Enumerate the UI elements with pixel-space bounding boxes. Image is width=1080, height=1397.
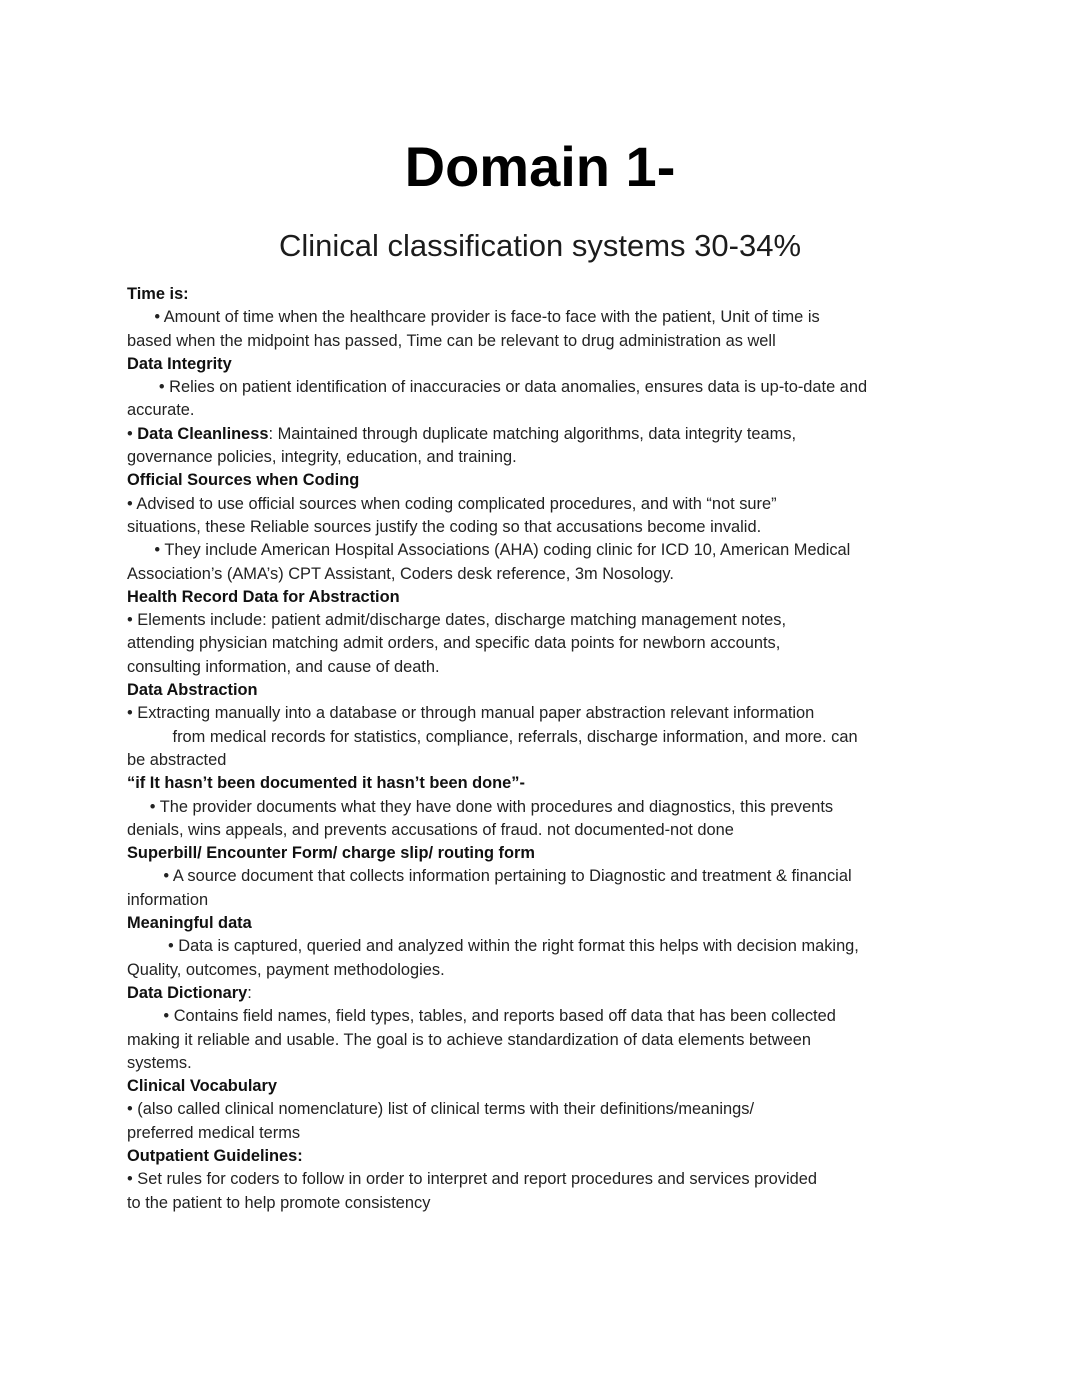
section-heading: Data Integrity (127, 354, 232, 373)
body-line: making it reliable and usable. The goal is to achieve standardization of data elements between (127, 1030, 811, 1049)
section-documented (127, 772, 957, 842)
section-outpatient-guidelines (127, 1145, 957, 1215)
section-clinical-vocabulary (127, 1075, 957, 1145)
section-data-cleanliness (127, 423, 957, 470)
body-line: • Contains field names, field types, tables, and reports based off data that has been collected (127, 1007, 836, 1026)
section-heading: Superbill/ Encounter Form/ charge slip/ routing form (127, 844, 535, 863)
section-heading: Health Record Data for Abstraction (127, 587, 400, 606)
body-line: • The provider documents what they have done with procedures and diagnostics, this prevents (127, 797, 834, 816)
body-line: be abstracted (127, 750, 227, 769)
section-heading: Time is: (127, 285, 189, 303)
section-heading-line (127, 982, 957, 1005)
body-line: • Relies on patient identification of inaccuracies or data anomalies, ensures data is up-to-date and (127, 378, 868, 397)
body-line: • (also called clinical nomenclature) list of clinical terms with their definitions/meanings/ (127, 1100, 755, 1119)
body-line: • A source document that collects information pertaining to Diagnostic and treatment & financial (127, 867, 852, 886)
body-line: from medical records for statistics, compliance, referrals, discharge information, and more. can (127, 727, 858, 746)
section-heading: Clinical Vocabulary (127, 1077, 277, 1096)
section-data-abstraction (127, 679, 957, 772)
body-line: to the patient to help promote consistency (127, 1193, 431, 1212)
body-line: Association’s (AMA’s) CPT Assistant, Coders desk reference, 3m Nosology. (127, 564, 674, 583)
inline-text: : Maintained through duplicate matching algorithms, data integrity teams, (268, 424, 797, 443)
inline-term: Data Cleanliness (137, 424, 269, 443)
heading-suffix: : (247, 983, 252, 1002)
section-superbill (127, 842, 957, 912)
body-line: attending physician matching admit orders, and specific data points for newborn accounts, (127, 634, 781, 653)
section-heading: Data Abstraction (127, 681, 258, 700)
body-line: • They include American Hospital Associations (AHA) coding clinic for ICD 10, American Medical (127, 541, 851, 560)
section-heading: Official Sources when Coding (127, 471, 360, 490)
body-line: information (127, 890, 209, 909)
body-line: consulting information, and cause of death. (127, 657, 440, 676)
page-title: Domain 1- (404, 135, 676, 198)
section-heading: Meaningful data (127, 914, 252, 933)
body-line: • Elements include: patient admit/discharge dates, discharge matching management notes, (127, 611, 787, 630)
page-subtitle: Clinical classification systems 30-34% (278, 228, 802, 263)
body-line: • Advised to use official sources when coding complicated procedures, and with “not sure” (127, 494, 777, 513)
document-body (127, 283, 957, 1215)
section-heading: Data Dictionary (127, 983, 248, 1002)
section-heading: “if It hasn’t been documented it hasn’t been done”- (127, 774, 525, 793)
section-official-sources (127, 469, 957, 585)
body-line: denials, wins appeals, and prevents accusations of fraud. not documented-not done (127, 820, 734, 839)
body-line: • Extracting manually into a database or through manual paper abstraction relevant information (127, 704, 815, 723)
body-line: • Data is captured, queried and analyzed within the right format this helps with decision making, (127, 937, 859, 956)
body-line: • Set rules for coders to follow in order to interpret and report procedures and services provided (127, 1170, 817, 1189)
section-data-integrity (127, 353, 957, 423)
body-line (127, 423, 957, 446)
bullet: • (127, 424, 138, 443)
body-line: based when the midpoint has passed, Time can be relevant to drug administration as well (127, 331, 776, 350)
body-line: • Amount of time when the healthcare provider is face-to face with the patient, Unit of time is (127, 308, 820, 327)
section-meaningful-data (127, 912, 957, 982)
section-data-dictionary (127, 982, 957, 1075)
body-line: governance policies, integrity, education, and training. (127, 448, 517, 467)
body-line: situations, these Reliable sources justify the coding so that accusations become invalid. (127, 517, 762, 536)
section-heading: Outpatient Guidelines: (127, 1146, 303, 1165)
body-line: accurate. (127, 401, 195, 420)
body-line: Quality, outcomes, payment methodologies. (127, 960, 445, 979)
section-time (127, 283, 957, 353)
body-line: systems. (127, 1053, 192, 1072)
section-health-record (127, 586, 957, 679)
body-line: preferred medical terms (127, 1123, 301, 1142)
